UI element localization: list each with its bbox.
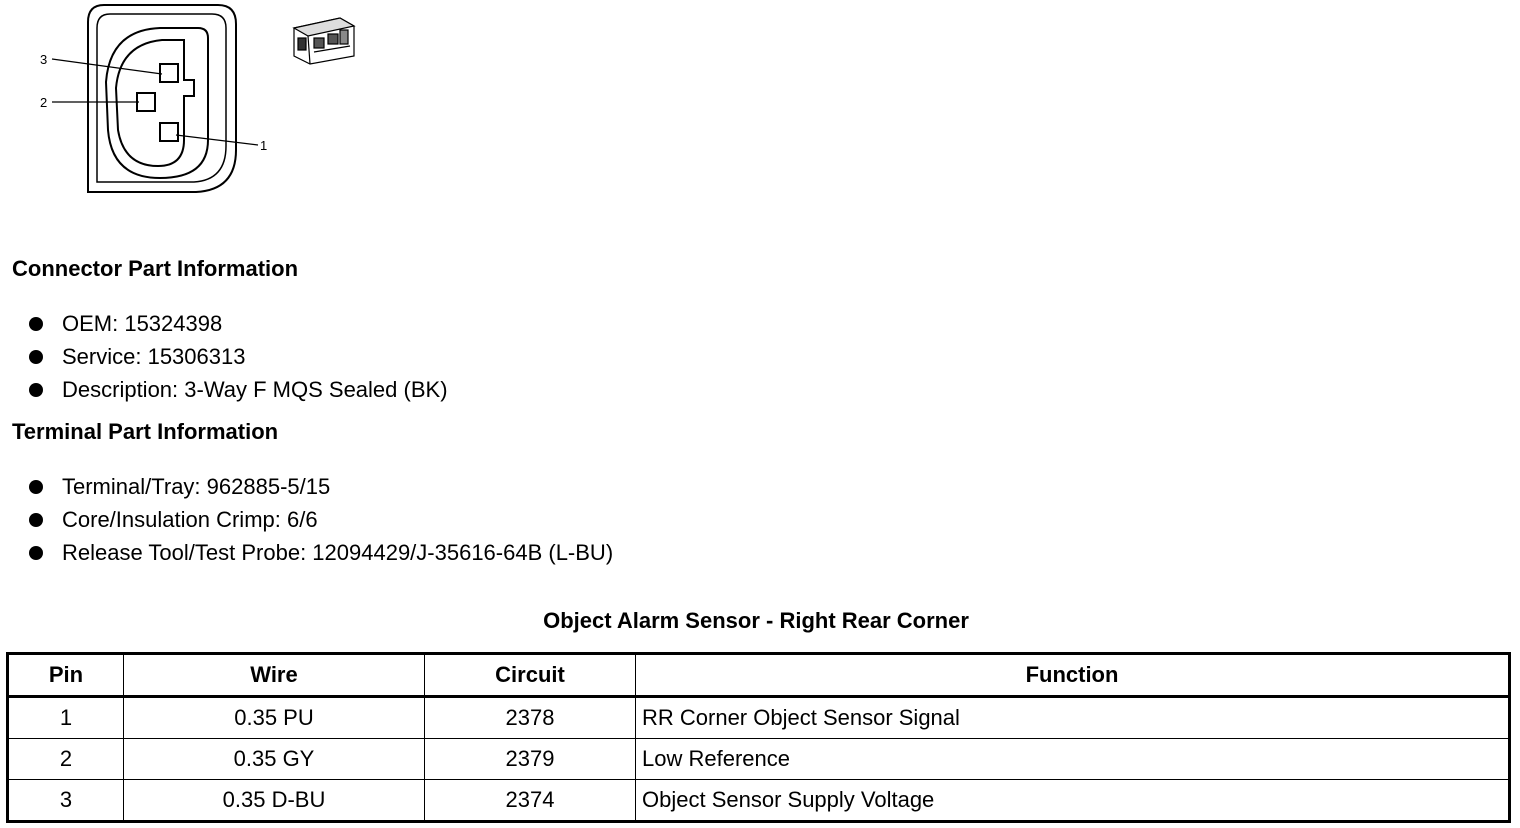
list-item (0, 470, 613, 503)
cell-function: Object Sensor Supply Voltage (636, 780, 1510, 822)
bullet-icon (29, 513, 43, 527)
bullet-icon (29, 350, 43, 364)
terminal-cavity-3 (160, 64, 178, 82)
list-item-text: OEM: 15324398 (62, 311, 223, 336)
cell-pin: 3 (8, 780, 124, 822)
cell-function: RR Corner Object Sensor Signal (636, 697, 1510, 739)
connector-info-heading: Connector Part Information (12, 256, 299, 281)
column-header-pin: Pin (8, 654, 124, 697)
cell-circuit: 2378 (425, 697, 636, 739)
leader-line-1 (176, 135, 258, 145)
list-item (0, 373, 448, 406)
bullet-icon (29, 546, 43, 560)
connector-face-diagram (30, 0, 370, 200)
list-item (0, 307, 448, 340)
bullet-icon (29, 480, 43, 494)
cell-circuit: 2374 (425, 780, 636, 822)
list-item (0, 503, 613, 536)
list-item-text: Core/Insulation Crimp: 6/6 (62, 507, 318, 532)
pin-label-1: 1 (260, 138, 268, 153)
table-row (8, 739, 1510, 780)
list-item (0, 536, 613, 569)
list-item-text: Description: 3-Way F MQS Sealed (BK) (62, 377, 448, 402)
terminal-info-heading: Terminal Part Information (12, 419, 279, 444)
bullet-icon (29, 383, 43, 397)
table-header-row (8, 654, 1510, 697)
terminal-info-list (0, 470, 613, 569)
connector-thumbnail-icon (294, 18, 354, 64)
cell-pin: 1 (8, 697, 124, 739)
terminal-cavity-1 (160, 123, 178, 141)
bullet-icon (29, 317, 43, 331)
cell-pin: 2 (8, 739, 124, 780)
pin-label-3: 3 (40, 52, 48, 67)
list-item-text: Release Tool/Test Probe: 12094429/J-35616-64B (L-BU) (62, 540, 614, 565)
pin-label-2: 2 (40, 95, 48, 110)
connector-info-list (0, 307, 448, 406)
pin-table (6, 652, 1511, 823)
cell-function: Low Reference (636, 739, 1510, 780)
list-item-text: Terminal/Tray: 962885-5/15 (62, 474, 331, 499)
list-item-text: Service: 15306313 (62, 344, 246, 369)
cell-wire: 0.35 PU (124, 697, 425, 739)
column-header-circuit: Circuit (425, 654, 636, 697)
list-item (0, 340, 448, 373)
connector-seal-outer (106, 28, 208, 178)
cell-wire: 0.35 GY (124, 739, 425, 780)
column-header-function: Function (636, 654, 1510, 697)
table-title: Object Alarm Sensor - Right Rear Corner (543, 608, 969, 633)
cell-circuit: 2379 (425, 739, 636, 780)
table-row (8, 697, 1510, 739)
terminal-cavity-2 (137, 93, 155, 111)
table-row (8, 780, 1510, 822)
column-header-wire: Wire (124, 654, 425, 697)
cell-wire: 0.35 D-BU (124, 780, 425, 822)
connector-housing-outer (88, 5, 236, 192)
